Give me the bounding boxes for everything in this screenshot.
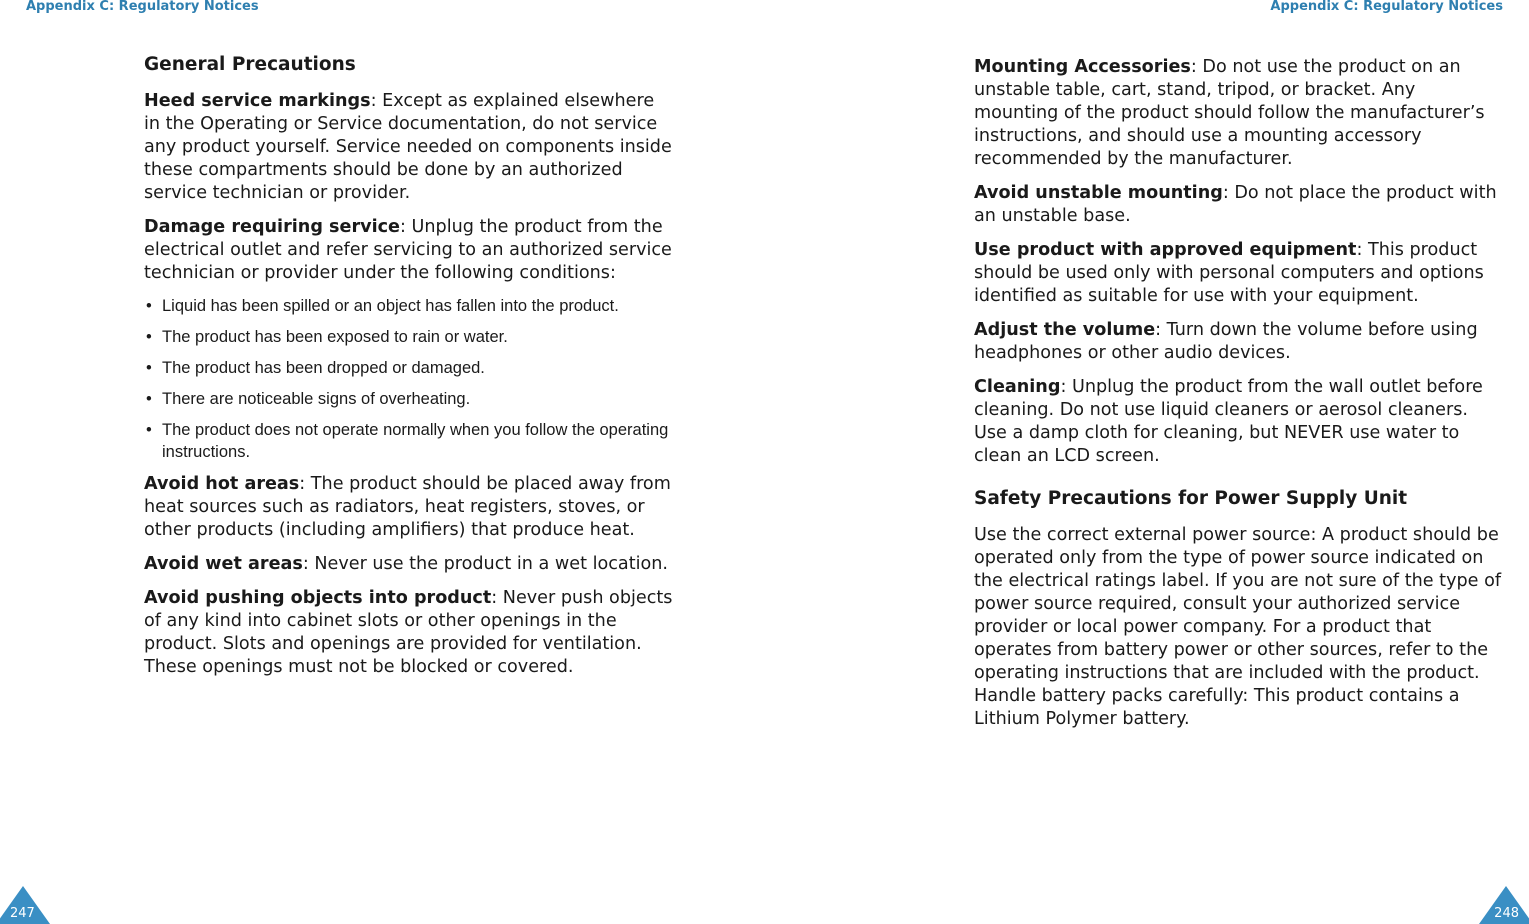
entry-cleaning (974, 376, 1504, 468)
entry-avoid-wet-areas (144, 553, 674, 576)
conditions-list (144, 295, 674, 463)
list-item: • Liquid has been spilled or an object has fallen into the product. (144, 295, 674, 317)
list-item: • The product has been exposed to rain or water. (144, 326, 674, 348)
page-number-tab-right (1479, 886, 1529, 924)
entry-text: : Never use the product in a wet location. (302, 554, 668, 574)
entry-avoid-pushing-objects (144, 587, 674, 679)
running-header-right: Appendix C: Regulatory Notices (1270, 0, 1503, 14)
entry-approved-equipment (974, 239, 1504, 308)
entry-term: Use product with approved equipment (974, 240, 1357, 260)
entry-text: : Turn down the volume before using headphones or other audio devices. (974, 320, 1478, 363)
power-supply-paragraph: Use the correct external power source: A product should be operated only from the type of power source indicated on the electrical ratings label. If you are not sure of the type of power source required, consult your authorized service provider or local power company. For a product that operates from battery power or other sources, refer to the operating instructions that are included with the product. Handle battery packs carefully: This product contains a Lithium Polymer battery. (974, 525, 1502, 729)
entry-term: Avoid hot areas (144, 474, 300, 494)
running-header-left: Appendix C: Regulatory Notices (26, 0, 259, 14)
list-item: • The product has been dropped or damaged. (144, 357, 674, 379)
entry-text: : Unplug the product from the wall outlet before cleaning. Do not use liquid cleaners or aerosol cleaners. Use a damp cloth for cleaning, but NEVER use water to clean an LCD screen. (974, 377, 1483, 466)
entry-text: : Unplug the product from the electrical outlet and refer servicing to an authorized service technician or provider under the following conditions: (144, 217, 672, 283)
entry-term: Cleaning (974, 377, 1061, 397)
page-number-tab-left (0, 886, 50, 924)
entry-term: Heed service markings (144, 91, 371, 111)
entry-text: : The product should be placed away from heat sources such as radiators, heat registers, stoves, or other products (including amplifiers) that produce heat. (144, 474, 671, 540)
left-page-column (144, 53, 674, 690)
entry-text: : Except as explained elsewhere in the Operating or Service documentation, do not service any product yourself. Service needed on components inside these compartments should be done by an authorized service technician or provider. (144, 91, 672, 203)
entry-text: : This product should be used only with personal computers and options identified as suitable for use with your equipment. (974, 240, 1484, 306)
entry-text: : Never push objects of any kind into cabinet slots or other openings in the product. Slots and openings are provided for ventilation. These openings must not be blocked or covered. (144, 588, 673, 677)
list-item: • There are noticeable signs of overheating. (144, 388, 674, 410)
entry-adjust-volume (974, 319, 1504, 365)
section-title-power-supply: Safety Precautions for Power Supply Unit (974, 488, 1408, 509)
entry-term: Avoid unstable mounting (974, 183, 1223, 203)
entry-term: Damage requiring service (144, 217, 400, 237)
entry-damage-requiring-service (144, 216, 674, 285)
entry-text: : Do not use the product on an unstable table, cart, stand, tripod, or bracket. Any mounting of the product should follow the manufacturer’s instructions, and should use a mounting accessory recommended by the manufacturer. (974, 57, 1485, 169)
entry-text: : Do not place the product with an unstable base. (974, 183, 1497, 226)
entry-avoid-unstable-mounting (974, 182, 1504, 228)
right-page-column (974, 53, 1504, 742)
entry-term: Avoid wet areas (144, 554, 303, 574)
entry-term: Adjust the volume (974, 320, 1156, 340)
entry-term: Mounting Accessories (974, 57, 1191, 77)
entry-heed-service-markings (144, 90, 674, 205)
entry-avoid-hot-areas (144, 473, 674, 542)
entry-term: Avoid pushing objects into product (144, 588, 492, 608)
section-title-general-precautions: General Precautions (144, 54, 356, 75)
entry-mounting-accessories (974, 56, 1504, 171)
list-item: • The product does not operate normally when you follow the operating instructions. (144, 419, 674, 463)
page-number-right: 248 (1494, 906, 1519, 921)
page-number-left: 247 (10, 906, 35, 921)
